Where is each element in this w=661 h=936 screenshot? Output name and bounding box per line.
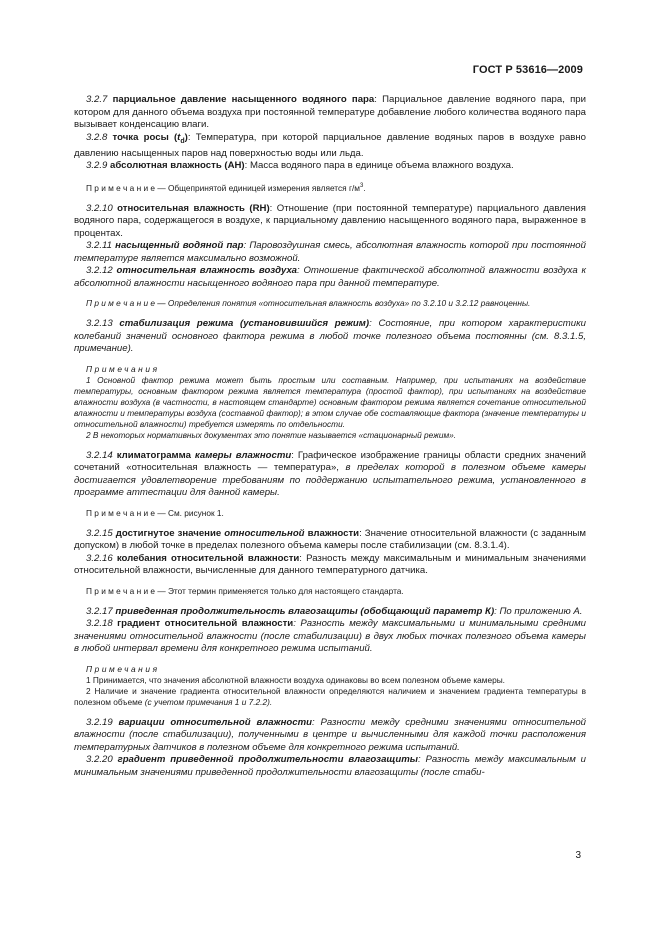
term-3-2-20: 3.2.20 градиент приведенной продолжительности влагозащиты: Разность между максимальным и минимальным значениями приведенной продолжительности влагозащиты (после стаби- xyxy=(74,754,586,778)
note-3-2-18-item-2: 2 Наличие и значение градиента относительной влажности определяются наличием и значением градиента температуры в полезном объеме (с учетом примечания 1 и 7.2.2). xyxy=(74,685,586,707)
term-3-2-12: 3.2.12 относительная влажность воздуха: Отношение фактической абсолютной влажности воздуха к абсолютной влажности насыщенного водяного пара при данной температуре. xyxy=(74,265,586,289)
term-3-2-18: 3.2.18 градиент относительной влажности: Разность между максимальными и минимальными средними значениями относительной влажности (после стабилизации) в двух любых точках полезного объема камеры в любой интервал времени для конкретного режима испытаний. xyxy=(74,618,586,655)
term-3-2-10: 3.2.10 относительная влажность (RH): Отношение (при постоянной температуре) парциального давления водяного пара, содержащегося в воздухе, к парциальному давлению насыщенного водяного пара, выраженное в процентах. xyxy=(74,202,586,239)
note-3-2-18-item-1: 1 Принимается, что значения абсолютной влажности воздуха одинаковы во всем полезном объеме камеры. xyxy=(86,674,505,685)
term-3-2-17: 3.2.17 приведенная продолжительность влагозащиты (обобщающий параметр К): По приложению А. xyxy=(86,605,583,617)
note-3-2-13-item-2: 2 В некоторых нормативных документах это понятие называется «стационарный режим». xyxy=(86,429,457,440)
page-number: 3 xyxy=(575,850,581,861)
notes-3-2-13-heading: Примечания xyxy=(86,363,160,374)
term-3-2-15: 3.2.15 достигнутое значение относительной влажности: Значение относительной влажности (с заданным допуском) в любой точке в пределах полезного объема камеры после стабилизации (см. 8.3.1.4). xyxy=(74,527,586,552)
notes-3-2-18-heading: Примечания xyxy=(86,663,160,674)
term-3-2-11: 3.2.11 насыщенный водяной пар: Паровоздушная смесь, абсолютная влажность которой при постоянной температуре является максимально возможной. xyxy=(74,240,586,264)
note-3-2-14: П р и м е ч а н и е — См. рисунок 1. xyxy=(86,507,224,518)
note-3-2-12: П р и м е ч а н и е — Определения понятия «относительная влажность воздуха» по 3.2.10 и 3.2.12 равноценны. xyxy=(86,298,531,309)
page-header: ГОСТ Р 53616—2009 xyxy=(472,64,583,76)
term-3-2-19: 3.2.19 вариации относительной влажности: Разности между средними значениями относительной влажности (после стабилизации), полученными в центре и вычисленными для каждой точки расположения температурных датчиков в полезном объеме для конкретного режима испытаний. xyxy=(74,716,586,753)
note-3-2-9: П р и м е ч а н и е — Общепринятой единицей измерения является $г/м^3$. xyxy=(86,182,366,193)
term-3-2-16: 3.2.16 колебания относительной влажности: Разность между максимальным и минимальным значениями относительной влажности, вычисленные для данного температурного датчика. xyxy=(74,552,586,577)
note-3-2-13-item-1: 1 Основной фактор режима может быть простым или составным. Например, при испытаниях на воздействие температуры, основным фактором режима является температура (простой фактор), при испытаниях на воздействие влажности воздуха (в частности, в настоящем стандарте) основным фактором режима является сочетание относительной влажности и температуры воздуха (составной фактор); в этом случае обе составляющие фактора (значение температуры и относительной влажности) требуется измерять по отдельности. xyxy=(74,374,586,429)
note-3-2-16: П р и м е ч а н и е — Этот термин применяется только для настоящего стандарта. xyxy=(86,585,404,596)
term-3-2-9: 3.2.9 абсолютная влажность (AH): Масса водяного пара в единице объема влажного воздуха. xyxy=(86,160,514,172)
term-3-2-8: 3.2.8 точка росы $(t_d)$: Температура, при которой парциальное давление водяных паров в воздухе равно давлению насыщенных паров над поверхностью воды или льда. xyxy=(74,131,587,159)
term-3-2-14: 3.2.14 климатограмма камеры влажности: Графическое изображение границы области средних значений сочетаний «относительная влажность — температура», в пределах которой в полезном объеме камеры достигается удовлетворение требованиям по поддержанию испытательного режима, установленного в программе аттестации для данной камеры. xyxy=(74,449,587,499)
document-body xyxy=(74,94,586,779)
term-3-2-7: 3.2.7 парциальное давление насыщенного водяного пара: Парциальное давление водяного пара, при котором для данного объема воздуха при постоянной температуре добавление любого количества водяного пара вызывает конденсацию влаги. xyxy=(74,94,586,130)
term-3-2-13: 3.2.13 стабилизация режима (установившийся режим): Состояние, при котором характеристики колебаний значений основного фактора режима в любой точке полезного объема постоянны (см. 8.3.1.5, примечание). xyxy=(74,318,586,355)
